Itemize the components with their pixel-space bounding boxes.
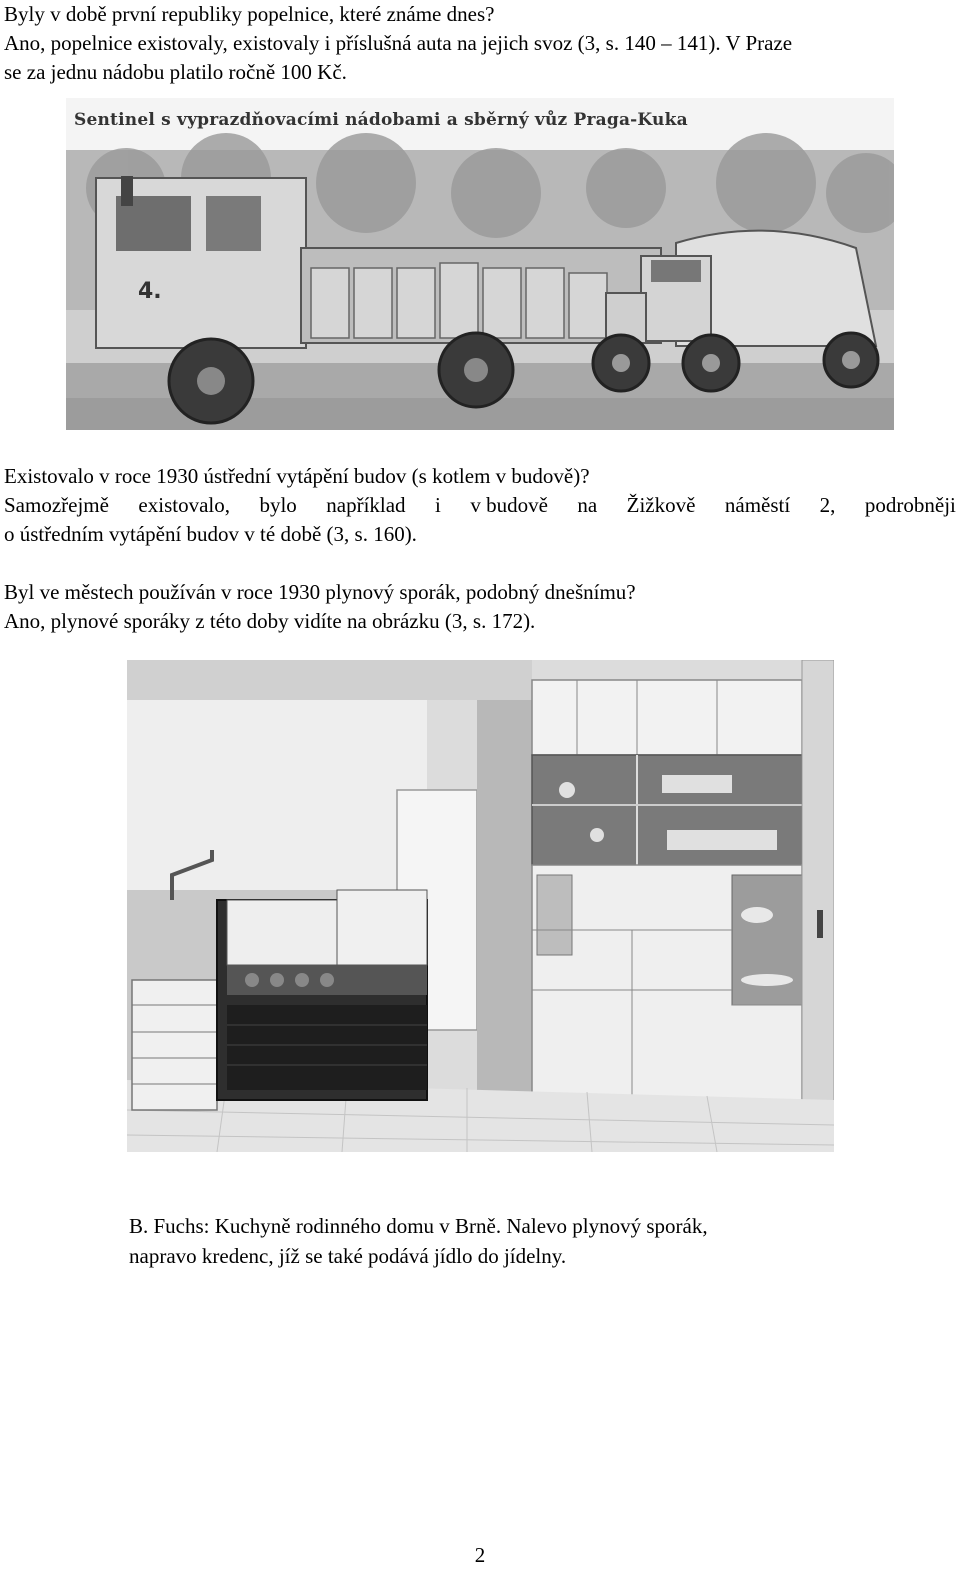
word: Žižkově <box>626 493 696 517</box>
garbage-trucks-photo-caption: Sentinel s vyprazdňovacími nádobami a sběrný vůz Praga-Kuka <box>74 110 688 130</box>
word: i <box>435 493 441 517</box>
word: bylo <box>259 493 297 517</box>
kitchen-caption-line2: napravo kredenc, jíž se také podává jídlo do jídelny. <box>129 1244 567 1268</box>
answer-gas-stove: Ano, plynové sporáky z této doby vidíte na obrázku (3, s. 172). <box>4 609 536 633</box>
word: Samozřejmě <box>4 493 109 517</box>
word: existovalo, <box>138 493 230 517</box>
answer-central-heating-line1 <box>4 491 956 520</box>
answer-garbage-bins-line1: Ano, popelnice existovaly, existovaly i příslušná auta na jejich svoz (3, s. 140 – 141). V Praze <box>4 31 793 55</box>
word: 2, <box>819 493 836 517</box>
word: podrobněji <box>864 493 956 517</box>
page-number: 2 <box>474 1543 486 1567</box>
answer-central-heating-line2: o ústředním vytápění budov v té době (3, s. 160). <box>4 522 417 546</box>
answer-garbage-bins-line2: se za jednu nádobu platilo ročně 100 Kč. <box>4 60 347 84</box>
garbage-trucks-photo <box>66 98 894 430</box>
question-gas-stove: Byl ve městech používán v roce 1930 plynový sporák, podobný dnešnímu? <box>4 580 636 604</box>
question-central-heating: Existovalo v roce 1930 ústřední vytápění budov (s kotlem v budově)? <box>4 464 590 488</box>
kitchen-caption-line1: B. Fuchs: Kuchyně rodinného domu v Brně. Nalevo plynový sporák, <box>129 1214 708 1238</box>
word: v budově <box>470 493 548 517</box>
question-garbage-bins: Byly v době první republiky popelnice, které známe dnes? <box>4 2 495 26</box>
kitchen-photo <box>127 660 834 1152</box>
word: na <box>577 493 598 517</box>
truck-number: 4. <box>138 279 162 304</box>
word: například <box>326 493 406 517</box>
word: náměstí <box>724 493 791 517</box>
